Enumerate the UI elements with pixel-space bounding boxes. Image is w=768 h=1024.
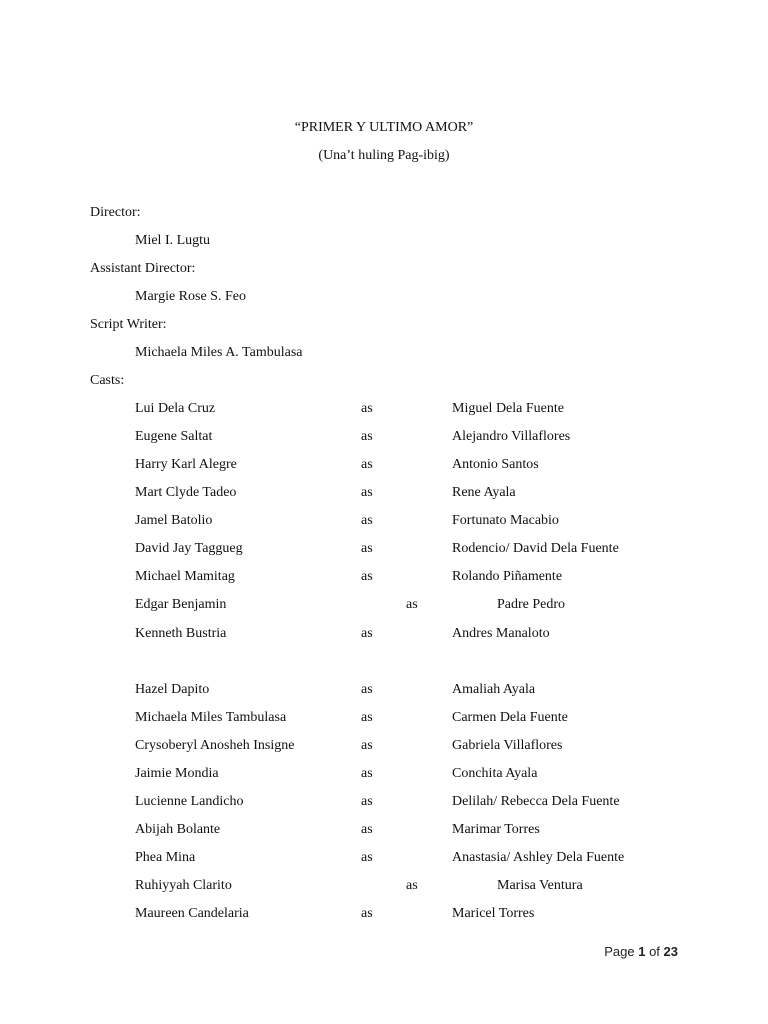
cast-actor: Mart Clyde Tadeo [135,485,237,500]
director-label: Director: [90,205,141,220]
cast-role: Alejandro Villaflores [452,429,571,444]
cast-actor: Lui Dela Cruz [135,401,216,416]
cast-actor: Michael Mamitag [135,569,235,584]
cast-role: Maricel Torres [452,906,535,921]
assistant-director-label: Assistant Director: [90,261,196,276]
cast-role: Rene Ayala [452,485,516,500]
cast-role: Padre Pedro [497,597,566,612]
cast-role: Andres Manaloto [452,626,550,641]
cast-as: as [361,682,373,697]
cast-actor: Phea Mina [135,850,196,865]
cast-as: as [361,822,373,837]
cast-actor: David Jay Taggueg [135,541,243,556]
cast-role: Amaliah Ayala [452,682,536,697]
page-current: 1 [638,944,646,959]
assistant-director-name: Margie Rose S. Feo [135,289,246,304]
cast-role: Anastasia/ Ashley Dela Fuente [452,850,625,865]
cast-as: as [406,878,418,893]
cast-as: as [361,766,373,781]
cast-role: Marisa Ventura [497,878,583,893]
cast-role: Marimar Torres [452,822,540,837]
casts-label: Casts: [90,373,125,388]
cast-role: Antonio Santos [452,457,539,472]
cast-actor: Jaimie Mondia [135,766,219,781]
cast-actor: Eugene Saltat [135,429,213,444]
cast-actor: Maureen Candelaria [135,906,249,921]
cast-as: as [361,850,373,865]
cast-as: as [361,457,373,472]
page-total: 23 [663,944,678,959]
cast-as: as [406,597,418,612]
cast-actor: Hazel Dapito [135,682,210,697]
cast-role: Fortunato Macabio [452,513,559,528]
document-title: “PRIMER Y ULTIMO AMOR” [294,120,474,135]
cast-role: Delilah/ Rebecca Dela Fuente [452,794,620,809]
page-word: Page [604,944,635,959]
cast-as: as [361,541,373,556]
cast-role: Gabriela Villaflores [452,738,563,753]
page-number [604,944,678,959]
of-word: of [649,944,660,959]
cast-as: as [361,429,373,444]
cast-as: as [361,710,373,725]
cast-as: as [361,513,373,528]
cast-actor: Kenneth Bustria [135,626,227,641]
cast-role: Rodencio/ David Dela Fuente [452,541,619,556]
cast-as: as [361,569,373,584]
script-writer-name: Michaela Miles A. Tambulasa [135,345,303,360]
cast-as: as [361,794,373,809]
cast-actor: Edgar Benjamin [135,597,227,612]
cast-as: as [361,738,373,753]
director-name: Miel I. Lugtu [135,233,211,248]
cast-actor: Ruhiyyah Clarito [135,878,232,893]
cast-actor: Abijah Bolante [135,822,221,837]
cast-as: as [361,626,373,641]
cast-role: Conchita Ayala [452,766,538,781]
script-writer-label: Script Writer: [90,317,167,332]
cast-actor: Lucienne Landicho [135,794,244,809]
cast-actor: Crysoberyl Anosheh Insigne [135,738,295,753]
cast-actor: Jamel Batolio [135,513,213,528]
cast-role: Carmen Dela Fuente [452,710,568,725]
cast-role: Miguel Dela Fuente [452,401,564,416]
cast-actor: Michaela Miles Tambulasa [135,710,287,725]
cast-as: as [361,401,373,416]
document-subtitle: (Una’t huling Pag-ibig) [318,148,450,163]
cast-as: as [361,906,373,921]
cast-role: Rolando Piñamente [452,569,563,584]
cast-actor: Harry Karl Alegre [135,457,237,472]
cast-as: as [361,485,373,500]
